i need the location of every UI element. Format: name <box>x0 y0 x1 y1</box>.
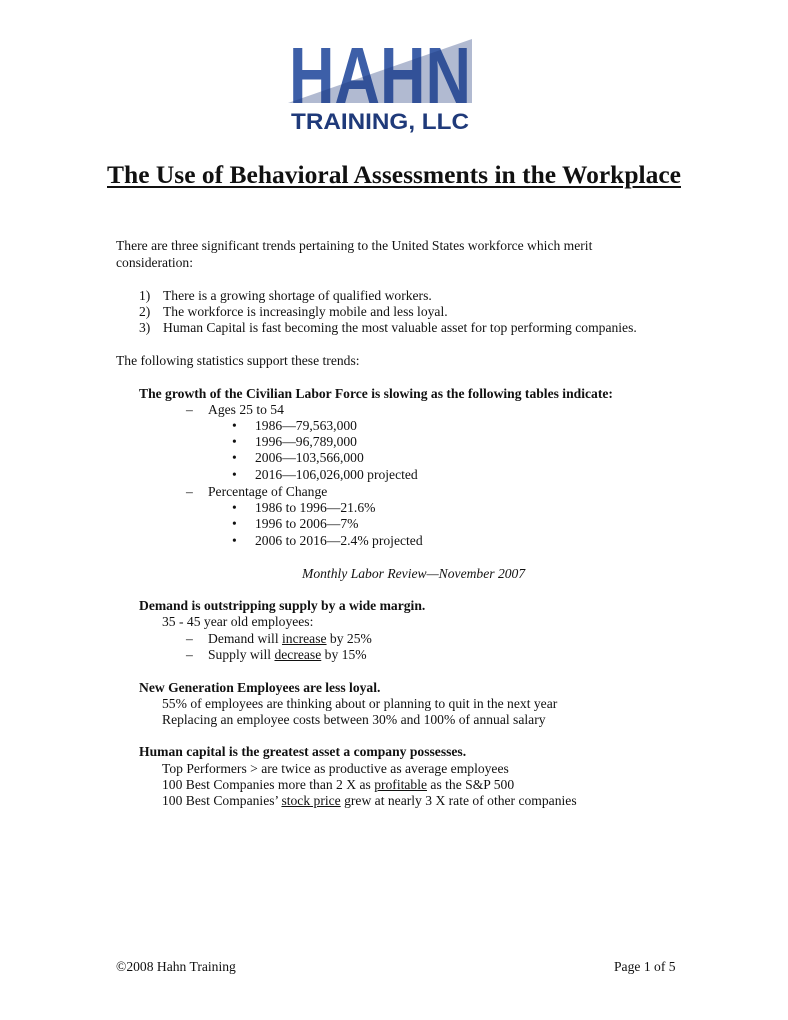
capital-line-2 <box>162 777 514 793</box>
trend-text: There is a growing shortage of qualified workers. <box>163 288 432 303</box>
demand-line-2-post: by 15% <box>321 647 367 662</box>
supply-decrease: decrease <box>274 647 322 662</box>
intro-line-1: There are three significant trends pertaining to the United States workforce which merit <box>116 238 593 253</box>
bullet-marker: • <box>232 450 237 465</box>
dash-marker: – <box>186 631 193 646</box>
ages-item: 2006—103,566,000 <box>255 450 364 465</box>
footer-copyright: ©2008 Hahn Training <box>116 959 236 974</box>
demand-increase: increase <box>282 631 327 646</box>
gen-line-2: Replacing an employee costs between 30% and 100% of annual salary <box>162 712 546 727</box>
dash-marker: – <box>186 402 193 417</box>
ages-label: Ages 25 to 54 <box>208 402 284 417</box>
trend-number: 1) <box>139 288 151 303</box>
ages-item: 2016—106,026,000 projected <box>255 467 418 482</box>
capital-heading: Human capital is the greatest asset a company possesses. <box>139 744 467 759</box>
pct-label: Percentage of Change <box>208 484 328 499</box>
capital-line-3-post: grew at nearly 3 X rate of other companies <box>340 793 577 808</box>
dash-marker: – <box>186 647 193 662</box>
ages-item: 1996—96,789,000 <box>255 434 357 449</box>
profitable-underlined: profitable <box>374 777 428 792</box>
pct-item: 1996 to 2006—7% <box>255 516 359 531</box>
intro-line-2: consideration: <box>116 255 194 270</box>
capital-line-3-pre: 100 Best Companies’ <box>162 793 282 808</box>
bullet-marker: • <box>232 500 237 515</box>
labor-heading: The growth of the Civilian Labor Force is slowing as the following tables indicate: <box>139 386 613 401</box>
dash-marker: – <box>186 484 193 499</box>
demand-line-2 <box>208 647 367 663</box>
capital-line-3 <box>162 793 577 809</box>
trend-number: 2) <box>139 304 151 319</box>
ages-item: 1986—79,563,000 <box>255 418 357 433</box>
hahn-logo-mark <box>288 33 472 133</box>
source-citation: Monthly Labor Review—November 2007 <box>302 566 526 581</box>
bullet-marker: • <box>232 533 237 548</box>
page-title: The Use of Behavioral Assessments in the Workplace <box>107 160 681 189</box>
bullet-marker: • <box>232 434 237 449</box>
stock-price-underlined: stock price <box>281 793 341 808</box>
footer-page-number: Page 1 of 5 <box>614 959 676 974</box>
gen-heading: New Generation Employees are less loyal. <box>139 680 381 695</box>
trend-text: The workforce is increasingly mobile and less loyal. <box>163 304 448 319</box>
demand-line-1-post: by 25% <box>326 631 372 646</box>
gen-line-1: 55% of employees are thinking about or planning to quit in the next year <box>162 696 558 711</box>
capital-line-1: Top Performers > are twice as productive as average employees <box>162 761 509 776</box>
company-logo <box>288 33 472 133</box>
capital-line-2-pre: 100 Best Companies more than 2 X as <box>162 777 375 792</box>
demand-line-1-pre: Demand will <box>208 631 282 646</box>
trend-number: 3) <box>139 320 151 335</box>
demand-sub: 35 - 45 year old employees: <box>162 614 314 629</box>
capital-line-2-post: as the S&P 500 <box>427 777 515 792</box>
demand-line-2-pre: Supply will <box>208 647 275 662</box>
pct-item: 1986 to 1996—21.6% <box>255 500 376 515</box>
stats-intro: The following statistics support these trends: <box>116 353 360 368</box>
logo-subtitle: TRAINING, LLC <box>291 109 470 133</box>
demand-heading: Demand is outstripping supply by a wide margin. <box>139 598 426 613</box>
trend-text: Human Capital is fast becoming the most valuable asset for top performing companies. <box>163 320 637 335</box>
bullet-marker: • <box>232 516 237 531</box>
pct-item: 2006 to 2016—2.4% projected <box>255 533 423 548</box>
bullet-marker: • <box>232 418 237 433</box>
bullet-marker: • <box>232 467 237 482</box>
logo-wordmark: HAHN <box>289 33 471 120</box>
demand-line-1 <box>208 631 372 647</box>
